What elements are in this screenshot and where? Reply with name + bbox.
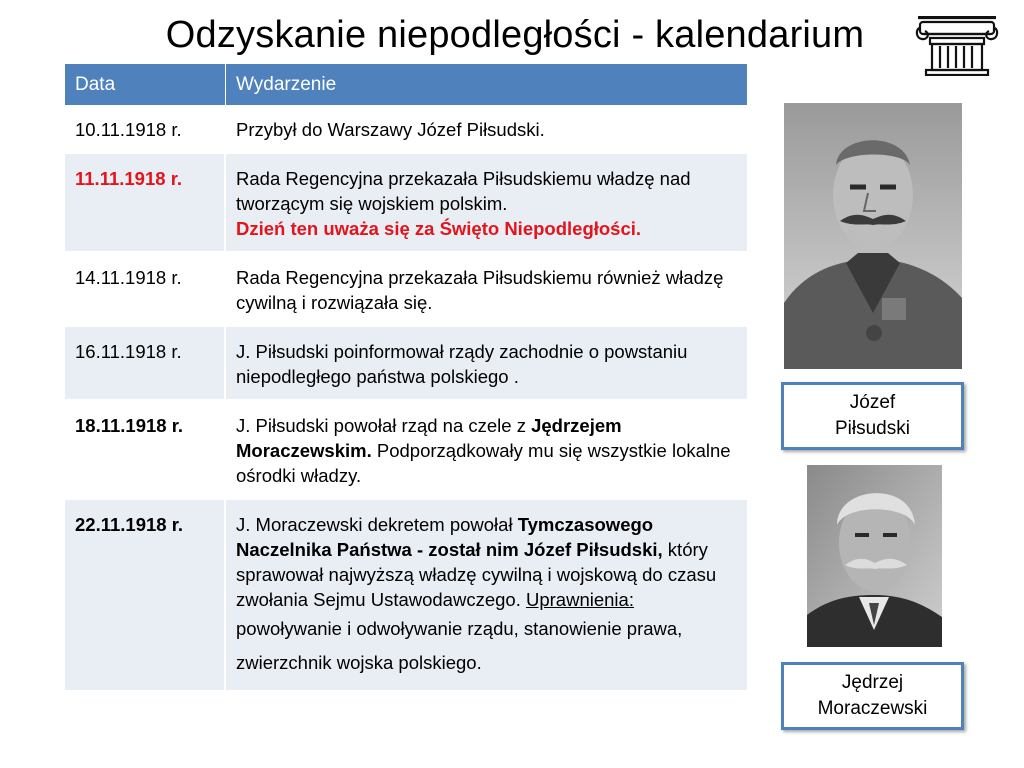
event-text: Przybył do Warszawy Józef Piłsudski.: [236, 119, 545, 140]
event-text: Podporządkowały mu się wszystkie lokalne ośrodki władzy.: [236, 440, 731, 486]
row-event: [226, 154, 747, 253]
row-event: [226, 105, 747, 154]
event-text: który sprawował najwyższą władzę cywilną i wojskową do czasu zwołania Sejmu Ustawodawczego.: [236, 539, 717, 610]
row-date: 16.11.1918 r.: [65, 327, 226, 401]
caption-pilsudski: [781, 382, 964, 450]
slide-title: Odzyskanie niepodległości - kalendarium: [165, 14, 865, 56]
table-row: [65, 253, 747, 327]
row-date: 10.11.1918 r.: [65, 105, 226, 154]
portrait-moraczewski: [807, 465, 942, 647]
caption-line: Jędrzej: [841, 672, 904, 693]
table-row: [65, 105, 747, 154]
header-date: Data: [65, 64, 226, 105]
row-event: [226, 401, 747, 500]
event-text: powoływanie i odwoływanie rządu, stanowienie prawa, zwierzchnik wojska polskiego.: [236, 618, 683, 673]
row-event: [226, 253, 747, 327]
portrait-pilsudski: [784, 103, 962, 369]
table-header-row: [65, 64, 747, 105]
event-text: Rada Regencyjna przekazała Piłsudskiemu władzę nad tworzącym się wojskiem polskim.: [236, 168, 691, 214]
row-date: 22.11.1918 r.: [65, 500, 226, 692]
row-date: 18.11.1918 r.: [65, 401, 226, 500]
caption-line: Piłsudski: [835, 418, 910, 439]
header-event: Wydarzenie: [226, 64, 747, 105]
table-row: [65, 401, 747, 500]
event-bold: Jędrzejem Moraczewskim.: [236, 415, 622, 461]
caption-line: Moraczewski: [817, 698, 928, 719]
row-date: 11.11.1918 r.: [65, 154, 226, 253]
caption-moraczewski: [781, 662, 964, 730]
event-text: J. Piłsudski poinformował rządy zachodnie o powstaniu niepodległego państwa polskiego .: [236, 341, 688, 387]
row-event: [226, 327, 747, 401]
event-text: J. Piłsudski powołał rząd na czele z: [236, 415, 532, 436]
table-row: [65, 154, 747, 253]
table-row: [65, 500, 747, 692]
event-text: J. Moraczewski dekretem powołał: [236, 514, 518, 535]
event-text: Rada Regencyjna przekazała Piłsudskiemu również władzę cywilną i rozwiązała się.: [236, 267, 724, 313]
table-row: [65, 327, 747, 401]
caption-line: Józef: [849, 392, 896, 413]
row-date: 14.11.1918 r.: [65, 253, 226, 327]
event-highlight: Dzień ten uważa się za Święto Niepodległości.: [236, 218, 642, 239]
ionic-column-icon: [914, 8, 1000, 76]
row-event: [226, 500, 747, 692]
timeline-table: [65, 64, 747, 692]
event-bold: Tymczasowego Naczelnika Państwa - został nim Józef Piłsudski,: [236, 514, 663, 560]
event-underline: Uprawnienia:: [525, 589, 634, 610]
